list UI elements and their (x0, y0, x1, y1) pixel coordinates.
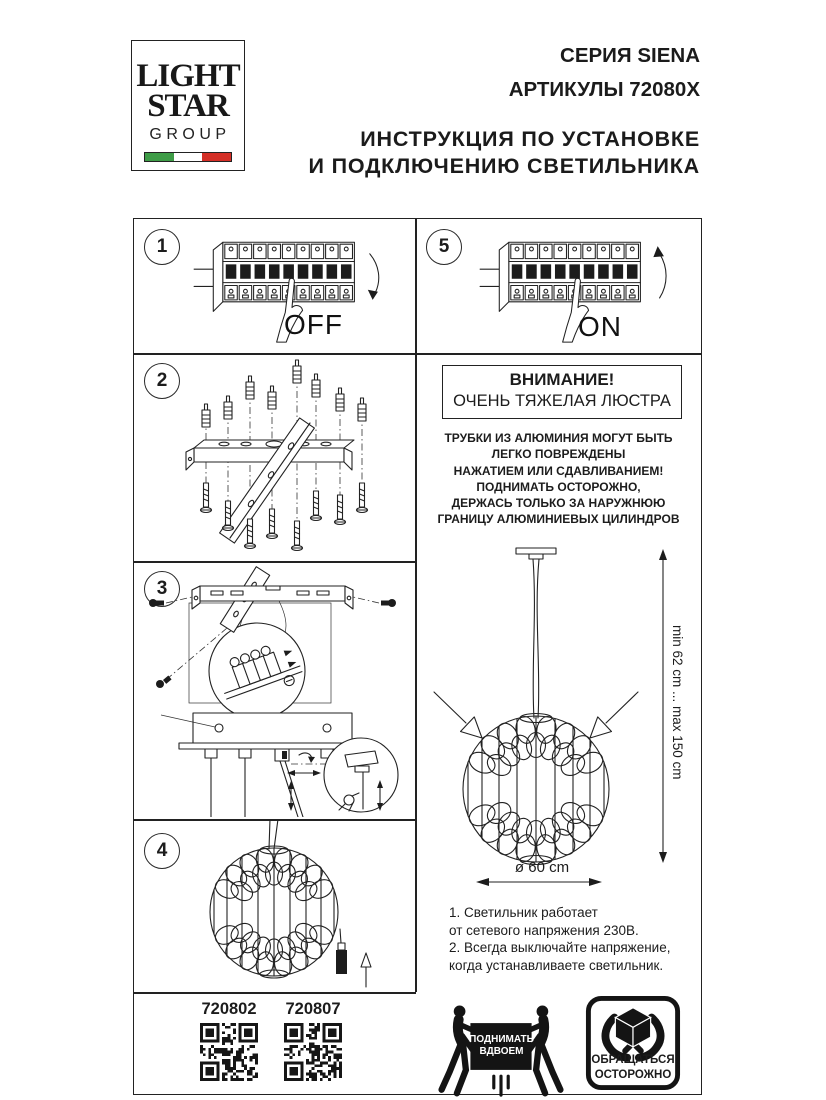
ceiling-mount-illustration (139, 563, 409, 817)
article-block-720802 (196, 1000, 262, 1086)
step-3-number: 3 (144, 571, 180, 607)
mounting-bracket-illustration (164, 358, 389, 556)
off-label: OFF (284, 309, 343, 340)
chandelier-sphere-illustration (134, 819, 415, 992)
article-number: 720807 (285, 1000, 341, 1018)
arrow-down-icon (370, 254, 379, 292)
hanging-chandelier-illustration (426, 544, 698, 904)
instruction-line-1: ИНСТРУКЦИЯ ПО УСТАНОВКЕ (360, 127, 700, 151)
notes-text (449, 904, 670, 974)
flag-white (174, 153, 203, 161)
diameter-label: ø 60 cm (514, 859, 570, 876)
note-line: когда устанавливаете светильник. (449, 957, 664, 973)
logo-word-star: STAR (147, 88, 229, 124)
arrow-up-icon (660, 254, 666, 298)
handle-caption-line: ОСТОРОЖНО (594, 1068, 672, 1081)
flag-green (145, 153, 174, 161)
two-person-lift-icon (438, 1001, 564, 1100)
step-1-number: 1 (144, 229, 180, 265)
lift-caption-line: ВДВОЕМ (479, 1046, 524, 1057)
plug-connector (338, 943, 345, 950)
warning-line: ПОДНИМАТЬ ОСТОРОЖНО, (476, 479, 641, 494)
step-4-number: 4 (144, 833, 180, 869)
side-pointer-left (434, 692, 466, 723)
lift-icon-caption (471, 1023, 532, 1069)
warning-line: ГРАНИЦУ АЛЮМИНИЕВЫХ ЦИЛИНДРОВ (437, 512, 680, 527)
handle-with-care-icon (584, 994, 682, 1092)
qr-code-720807 (280, 1019, 346, 1086)
step-5-number: 5 (426, 229, 462, 265)
step-1-panel (134, 219, 415, 353)
series-title: СЕРИЯ SIENA (560, 44, 700, 67)
flag-red (202, 153, 231, 161)
italian-flag-bar (144, 152, 232, 162)
warning-line: НАЖАТИЕМ ИЛИ СДАВЛИВАНИЕМ! (453, 463, 664, 478)
logo-word-group: GROUP (149, 126, 231, 143)
article-block-720807 (280, 1000, 346, 1086)
note-line: от сетевого напряжения 230В. (449, 922, 639, 938)
warning-line: ДЕРЖАСЬ ТОЛЬКО ЗА НАРУЖНЮЮ (451, 496, 666, 511)
on-label: ON (578, 311, 622, 342)
handle-icon-caption (590, 1053, 676, 1082)
header-titles (309, 44, 700, 180)
handle-caption-line: ОБРАЩАТЬСЯ (591, 1054, 675, 1066)
lift-caption-line: ПОДНИМАТЬ (469, 1033, 534, 1045)
warning-title: ВНИМАНИЕ! (509, 370, 615, 389)
step-3-panel (134, 561, 415, 819)
step-2-number: 2 (144, 363, 180, 399)
warning-subtitle: ОЧЕНЬ ТЯЖЕЛАЯ ЛЮСТРА (453, 392, 671, 410)
note-line: 2. Всегда выключайте напряжение, (449, 940, 671, 956)
height-range-label: min 62 cm ... max 150 cm (670, 625, 685, 780)
cube-glyph (615, 1008, 650, 1047)
article-number: 720802 (201, 1000, 257, 1018)
article-codes-row (134, 992, 415, 1094)
instruction-table (133, 218, 702, 1095)
articles-title: АРТИКУЛЫ 72080X (508, 78, 700, 101)
qr-code-720802 (196, 1019, 262, 1086)
warning-and-dimensions-cell (416, 353, 701, 1094)
step-4-panel (134, 819, 415, 992)
logo-word-light: LIGHT (136, 58, 240, 94)
warning-line: ЛЕГКО ПОВРЕЖДЕНЫ (491, 447, 626, 462)
note-line: 1. Светильник работает (449, 905, 598, 920)
step-2-panel (134, 353, 415, 561)
side-pointer-right (606, 692, 638, 723)
warning-box (442, 365, 682, 419)
lightstar-logo (131, 40, 245, 171)
warning-paragraph (417, 430, 700, 528)
instruction-line-2: И ПОДКЛЮЧЕНИЮ СВЕТИЛЬНИКА (308, 154, 700, 178)
instruction-title (309, 126, 700, 180)
step-5-panel (416, 219, 701, 353)
warning-line: ТРУБКИ ИЗ АЛЮМИНИЯ МОГУТ БЫТЬ (444, 431, 673, 445)
